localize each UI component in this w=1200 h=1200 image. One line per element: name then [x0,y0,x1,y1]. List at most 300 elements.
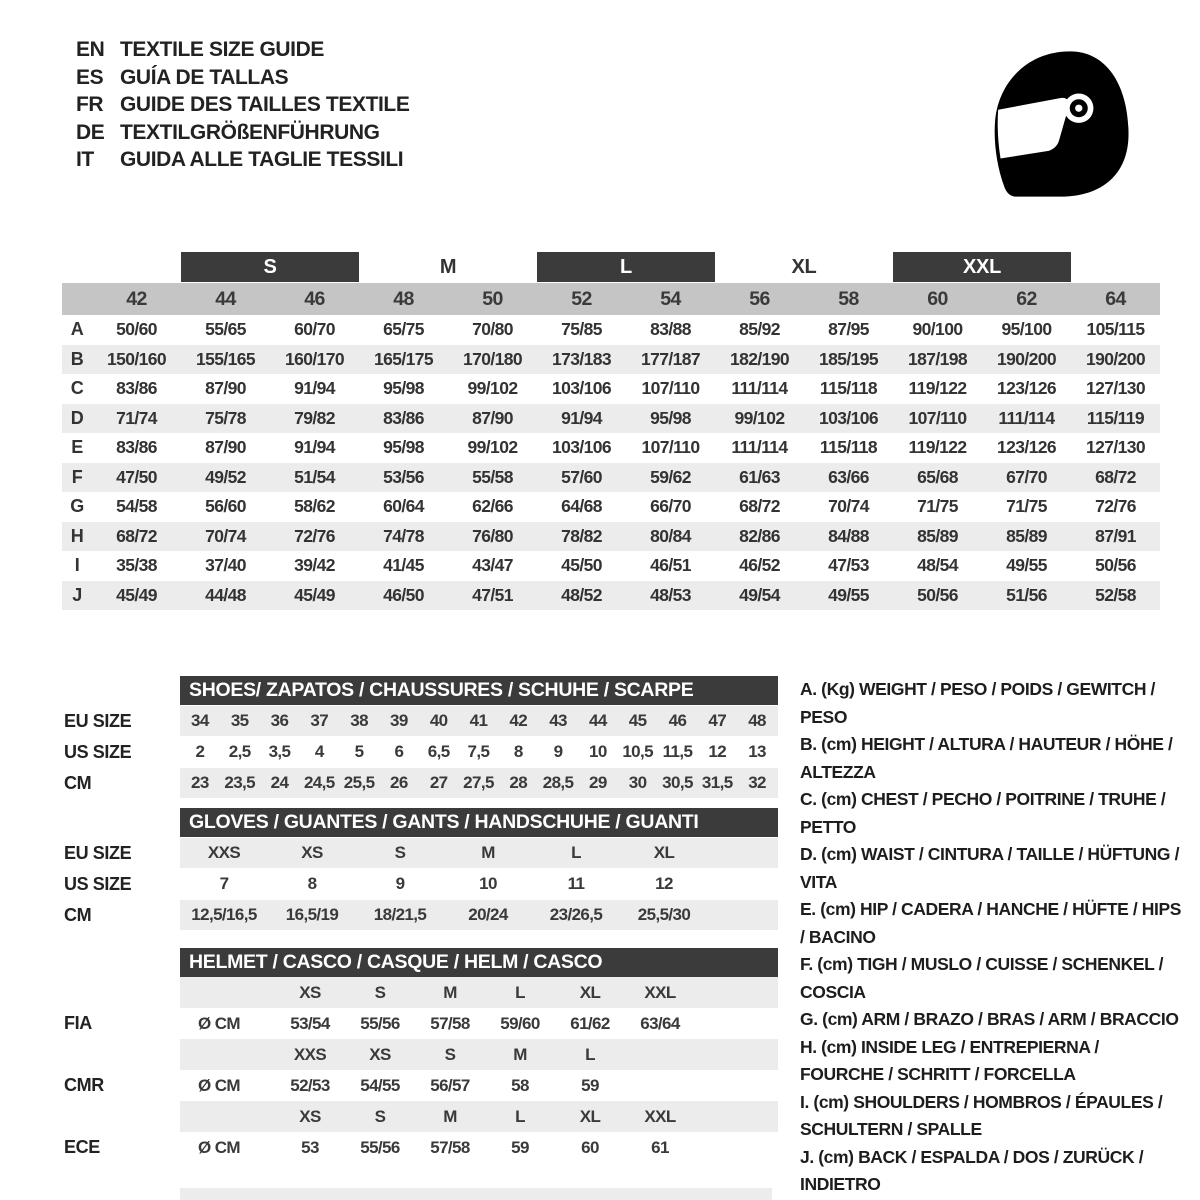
table-title: HELMET / CASCO / CASQUE / HELM / CASCO [180,948,778,977]
measure-row-a [62,315,1160,345]
helmet-size: XXL [644,1106,676,1126]
size-value: 48 [748,711,766,730]
size-value: M [481,843,495,862]
shoes-size-table [64,676,778,798]
size-value: 13 [748,742,766,761]
measure-value: 85/89 [917,525,958,546]
measure-value: 55/65 [205,319,246,340]
measure-value: 64/68 [561,496,602,517]
helmet-value: 61 [651,1137,669,1157]
size-value: 11 [567,874,585,893]
row-label [64,1101,180,1132]
row-values [180,1101,778,1132]
measure-legend-item: I. (cm) SHOULDERS / HOMBROS / ÉPAULES / SCHULTERN / SPALLE [800,1091,1163,1139]
measure-value: 83/86 [383,407,424,428]
size-number: 50 [482,287,503,310]
size-value: 28 [509,773,528,792]
measure-value: 75/85 [561,319,602,340]
size-value: 38 [350,711,368,730]
helmet-size: XS [299,1106,321,1126]
size-value: 44 [589,711,607,730]
measure-value: 45/49 [294,584,335,605]
measure-row-j [62,581,1160,611]
measure-value: 160/170 [284,348,345,369]
size-value: 46 [668,711,687,730]
size-value: 3,5 [268,742,291,761]
measure-value: 43/47 [472,555,513,576]
language-code: DE [76,120,105,144]
standard-label: FIA [64,1013,92,1033]
helmet-value: 53 [301,1137,319,1157]
measure-value: 95/100 [1001,319,1052,340]
size-value: 12 [708,742,727,761]
diameter-unit: Ø CM [198,1075,240,1095]
measure-value: 99/102 [467,437,518,458]
measure-value: 52/58 [1095,584,1136,605]
helmet-size [625,1039,695,1070]
measure-value: 115/119 [1086,407,1145,428]
measure-value: 76/80 [472,525,513,546]
standard-label: ECE [64,1137,100,1157]
measure-legend-item: E. (cm) HIP / CADERA / HANCHE / HÜFTE / HIPS / BACINO [800,899,1182,947]
size-row-eu-size [64,838,778,868]
measure-value: 48/54 [917,555,958,576]
measure-value: 115/118 [819,378,878,399]
measure-value: 54/58 [116,496,157,517]
unit-cell-empty [180,1039,275,1070]
size-value: 20/24 [468,905,508,924]
size-value: L [571,843,581,862]
size-value: 10 [589,742,607,761]
measure-value: 67/70 [1006,466,1047,487]
measure-value: 91/94 [294,378,335,399]
size-number: 54 [660,287,681,310]
row-values [180,1008,778,1039]
helmet-size: XS [299,982,321,1002]
size-row-cm [64,900,778,930]
measure-legend-item: J. (cm) BACK / ESPALDA / DOS / ZURÜCK / INDIETRO [800,1146,1144,1194]
measure-value: 87/90 [205,437,246,458]
helmet-value: 55/56 [360,1013,400,1033]
measure-value: 72/76 [294,525,335,546]
row-values [180,706,778,736]
row-letter: B [70,348,84,369]
measure-value: 83/86 [116,378,157,399]
row-label: EU SIZE [64,710,132,731]
size-number: 58 [838,287,859,310]
size-value: 37 [310,711,329,730]
size-value: 29 [589,773,607,792]
measure-value: 70/80 [472,319,513,340]
measure-value: 56/60 [205,496,246,517]
measure-value: 87/90 [205,378,246,399]
size-group-xl: XL [791,255,817,278]
row-values [180,1039,778,1070]
size-number: 44 [215,287,236,310]
measure-row-e [62,433,1160,463]
language-code: IT [76,148,94,171]
measure-value: 83/88 [650,319,691,340]
measure-value: 59/62 [650,466,691,487]
size-value: 40 [429,711,448,730]
size-row-eu-size [64,706,778,736]
row-values [180,977,778,1008]
helmet-row-ece [64,1132,778,1163]
measure-value: 48/53 [650,584,691,605]
helmet-size: XL [579,1106,601,1126]
measure-value: 127/130 [1085,437,1146,458]
measure-value: 80/84 [650,525,691,546]
row-values [180,1070,778,1101]
helmet-value: 52/53 [290,1075,330,1095]
helmet-size-table [64,948,778,1163]
language-row [76,36,409,64]
measure-value: 155/165 [195,348,256,369]
measure-value: 47/53 [828,555,869,576]
row-values [180,869,778,899]
size-value: 6 [394,742,404,761]
measure-value: 107/110 [641,437,700,458]
helmet-size: XXS [293,1044,327,1064]
helmet-size-header-fia [64,977,778,1008]
bottom-stripe-decoration [180,1188,772,1200]
language-code: EN [76,38,105,61]
row-letter: D [70,407,84,428]
size-number: 42 [126,287,147,310]
size-value: 31,5 [701,773,733,792]
measure-value: 41/45 [383,555,424,576]
helmet-value: 61/62 [570,1013,610,1033]
measure-value: 37/40 [205,555,246,576]
measure-legend-item: F. (cm) TIGH / MUSLO / CUISSE / SCHENKEL / COSCIA [800,954,1164,1002]
measure-value: 177/187 [640,348,701,369]
measure-value: 70/74 [205,525,246,546]
size-row-us-size [64,737,778,767]
measure-value: 90/100 [912,319,963,340]
measure-value: 68/72 [116,525,157,546]
measure-value: 165/175 [373,348,434,369]
size-value: 12 [655,874,673,893]
helmet-value: 57/58 [430,1013,470,1033]
measure-value: 46/50 [383,584,424,605]
measure-value: 111/114 [731,437,788,458]
size-number: 48 [393,287,414,310]
measure-row-h [62,522,1160,552]
measure-value: 60/64 [383,496,424,517]
size-value: 11,5 [662,742,693,761]
measure-value: 91/94 [561,407,602,428]
size-row-us-size [64,869,778,899]
helmet-size: S [374,1106,386,1126]
row-letter: J [72,584,82,605]
measure-value: 111/114 [998,407,1055,428]
row-letter: H [70,525,84,546]
measure-value: 87/91 [1095,525,1136,546]
measure-value: 58/62 [294,496,335,517]
helmet-value: 55/56 [360,1137,400,1157]
row-label: CM [64,904,92,925]
size-value: 2 [195,742,205,761]
size-value: 7,5 [467,742,490,761]
measure-value: 190/200 [996,348,1057,369]
helmet-size: S [444,1044,456,1064]
language-title: GUIDE DES TAILLES TEXTILE [120,93,410,116]
size-row-cm [64,768,778,798]
measure-value: 115/118 [819,437,878,458]
row-letter: I [74,555,80,576]
size-value: 34 [191,711,209,730]
measure-value: 49/52 [205,466,246,487]
helmet-row-cmr [64,1070,778,1101]
helmet-size: XS [369,1044,391,1064]
table-title: SHOES/ ZAPATOS / CHAUSSURES / SCHUHE / SCARPE [180,676,778,705]
size-number: 52 [571,287,592,310]
measure-value: 49/55 [1006,555,1047,576]
measure-value: 71/75 [1006,496,1047,517]
measure-value: 173/183 [551,348,612,369]
helmet-value: 53/54 [290,1013,330,1033]
measure-value: 50/56 [917,584,958,605]
size-group-xxl: XXL [893,252,1071,282]
measure-value: 107/110 [908,407,967,428]
measure-value: 99/102 [467,378,518,399]
language-title-list [76,36,409,174]
row-values [180,737,778,767]
measure-value: 50/60 [116,319,157,340]
measure-value: 51/56 [1006,584,1047,605]
size-value: 25,5 [343,773,375,792]
helmet-value: 59/60 [500,1013,540,1033]
language-row [76,91,409,119]
size-value: XL [653,843,675,862]
size-group-m: M [439,255,457,278]
measure-value: 127/130 [1085,378,1146,399]
size-value: 25,5/30 [637,905,691,924]
row-label: US SIZE [64,741,132,762]
language-title: TEXTILGRÖßENFÜHRUNG [120,120,380,144]
measure-row-g [62,492,1160,522]
size-number: 56 [749,287,770,310]
size-value: 27,5 [463,773,494,792]
measure-row-d [62,404,1160,434]
measure-value: 46/51 [650,555,691,576]
helmet-value: 59 [511,1137,529,1157]
measure-row-i [62,551,1160,581]
language-row [76,146,409,174]
measure-value: 49/54 [739,584,780,605]
measure-value: 85/92 [739,319,780,340]
row-label [64,977,180,1008]
measure-value: 48/52 [561,584,602,605]
measure-value: 70/74 [828,496,869,517]
size-value: 27 [429,773,448,792]
measure-value: 119/122 [908,378,967,399]
measure-value: 49/55 [828,584,869,605]
size-value: 26 [390,773,408,792]
measure-value: 123/126 [996,437,1057,458]
measure-value: 78/82 [561,525,602,546]
size-value: 5 [354,742,364,761]
row-values [180,900,778,930]
size-value: 30 [628,773,647,792]
measure-value: 63/66 [828,466,869,487]
measure-value: 50/56 [1095,555,1136,576]
size-group-s: S [181,252,359,282]
helmet-value: 54/55 [360,1075,400,1095]
size-value: 23,5 [224,773,256,792]
measure-value: 46/52 [739,555,780,576]
helmet-value: 60 [581,1137,599,1157]
row-label: EU SIZE [64,842,132,863]
size-value: 43 [549,711,567,730]
size-number: 62 [1016,287,1037,310]
measure-value: 82/86 [739,525,780,546]
measure-value: 45/49 [116,584,157,605]
measure-value: 74/78 [383,525,424,546]
measure-value: 71/74 [116,407,157,428]
row-values [180,1132,778,1163]
measure-value: 91/94 [294,437,335,458]
size-value: 24 [270,773,289,792]
size-value: 23 [191,773,209,792]
size-value: 10 [479,874,497,893]
measure-value: 111/114 [731,378,788,399]
measure-value: 190/200 [1085,348,1146,369]
measure-value: 71/75 [917,496,958,517]
measure-value: 61/63 [739,466,780,487]
measure-value: 45/50 [561,555,602,576]
size-number-row [62,283,1160,315]
measure-row-c [62,374,1160,404]
row-label [64,1039,180,1070]
measure-value: 95/98 [383,437,424,458]
size-value: 32 [748,773,766,792]
size-value: 28,5 [542,773,574,792]
racing-helmet-icon [980,40,1138,208]
measure-value: 68/72 [739,496,780,517]
measure-value: 103/106 [551,437,612,458]
size-value: 41 [469,711,488,730]
measure-value: 105/115 [1086,319,1145,340]
measure-value: 99/102 [734,407,785,428]
size-value: 16,5/19 [285,905,339,924]
measure-value: 87/90 [472,407,513,428]
row-label: CM [64,772,92,793]
row-values [180,768,778,798]
helmet-value: 57/58 [430,1137,470,1157]
measure-row-f [62,463,1160,493]
diameter-unit: Ø CM [198,1137,240,1157]
measure-value: 87/95 [828,319,869,340]
size-value: 10,5 [622,742,653,761]
language-title: TEXTILE SIZE GUIDE [120,38,324,61]
measurement-legend [800,676,1186,1199]
measure-value: 107/110 [641,378,700,399]
size-group-l: L [537,252,715,282]
language-row [76,64,409,92]
measure-value: 103/106 [551,378,612,399]
size-number: 60 [927,287,948,310]
measure-value: 65/68 [917,466,958,487]
row-values [180,838,778,868]
size-value: 39 [390,711,408,730]
size-value: 35 [230,711,249,730]
size-value: 4 [314,742,324,761]
helmet-value: 59 [581,1075,599,1095]
helmet-value: 58 [511,1075,529,1095]
helmet-size: M [443,1106,457,1126]
size-value: 9 [553,742,563,761]
size-value: 45 [628,711,647,730]
measure-value: 182/190 [729,348,790,369]
measure-value: 57/60 [561,466,602,487]
measure-value: 39/42 [294,555,335,576]
size-number: 64 [1105,287,1126,310]
measure-value: 35/38 [116,555,157,576]
measure-value: 47/50 [116,466,157,487]
helmet-size-header-cmr [64,1039,778,1070]
size-value: 12,5/16,5 [191,905,257,924]
helmet-value [625,1070,695,1101]
size-value: XS [301,843,323,862]
size-value: 7 [219,874,229,893]
measure-value: 123/126 [996,378,1057,399]
size-value: 47 [708,711,727,730]
row-letter: C [70,378,84,399]
row-label: US SIZE [64,873,132,894]
measure-value: 53/56 [383,466,424,487]
measure-value: 119/122 [908,437,967,458]
measure-value: 150/160 [106,348,167,369]
helmet-size: L [515,982,525,1002]
size-value: 9 [395,874,405,893]
measure-legend-item: B. (cm) HEIGHT / ALTURA / HAUTEUR / HÖHE / ALTEZZA [800,734,1173,782]
measure-legend-item: A. (Kg) WEIGHT / PESO / POIDS / GEWITCH / PESO [800,679,1155,727]
measure-value: 95/98 [650,407,691,428]
helmet-value: 56/57 [430,1075,470,1095]
size-value: 30,5 [662,773,693,792]
size-group-row [62,252,1160,282]
measure-value: 62/66 [472,496,513,517]
row-letter: A [70,319,84,340]
measure-value: 187/198 [907,348,968,369]
measure-legend-item: D. (cm) WAIST / CINTURA / TAILLE / HÜFTUNG / VITA [800,844,1180,892]
size-value: 18/21,5 [373,905,427,924]
helmet-size: XL [579,982,601,1002]
row-letter: F [71,466,83,487]
size-value: 36 [270,711,289,730]
size-value: 42 [509,711,528,730]
measure-value: 47/51 [472,584,513,605]
garment-size-table [62,252,1160,610]
helmet-row-fia [64,1008,778,1039]
measure-value: 79/82 [294,407,335,428]
language-code: ES [76,65,104,89]
language-row [76,119,409,147]
size-value: XXS [207,843,241,862]
measure-legend-item: C. (cm) CHEST / PECHO / POITRINE / TRUHE / PETTO [800,789,1166,837]
measure-legend-item: H. (cm) INSIDE LEG / ENTREPIERNA / FOURCHE / SCHRITT / FORCELLA [800,1036,1099,1084]
table-title: GLOVES / GUANTES / GANTS / HANDSCHUHE / GUANTI [180,808,778,837]
measure-value: 75/78 [205,407,246,428]
helmet-size-header-ece [64,1101,778,1132]
helmet-size: S [374,982,386,1002]
row-letter: E [71,437,83,458]
measure-value: 170/180 [462,348,523,369]
measure-value: 55/58 [472,466,513,487]
measure-value: 68/72 [1095,466,1136,487]
measure-value: 103/106 [818,407,879,428]
